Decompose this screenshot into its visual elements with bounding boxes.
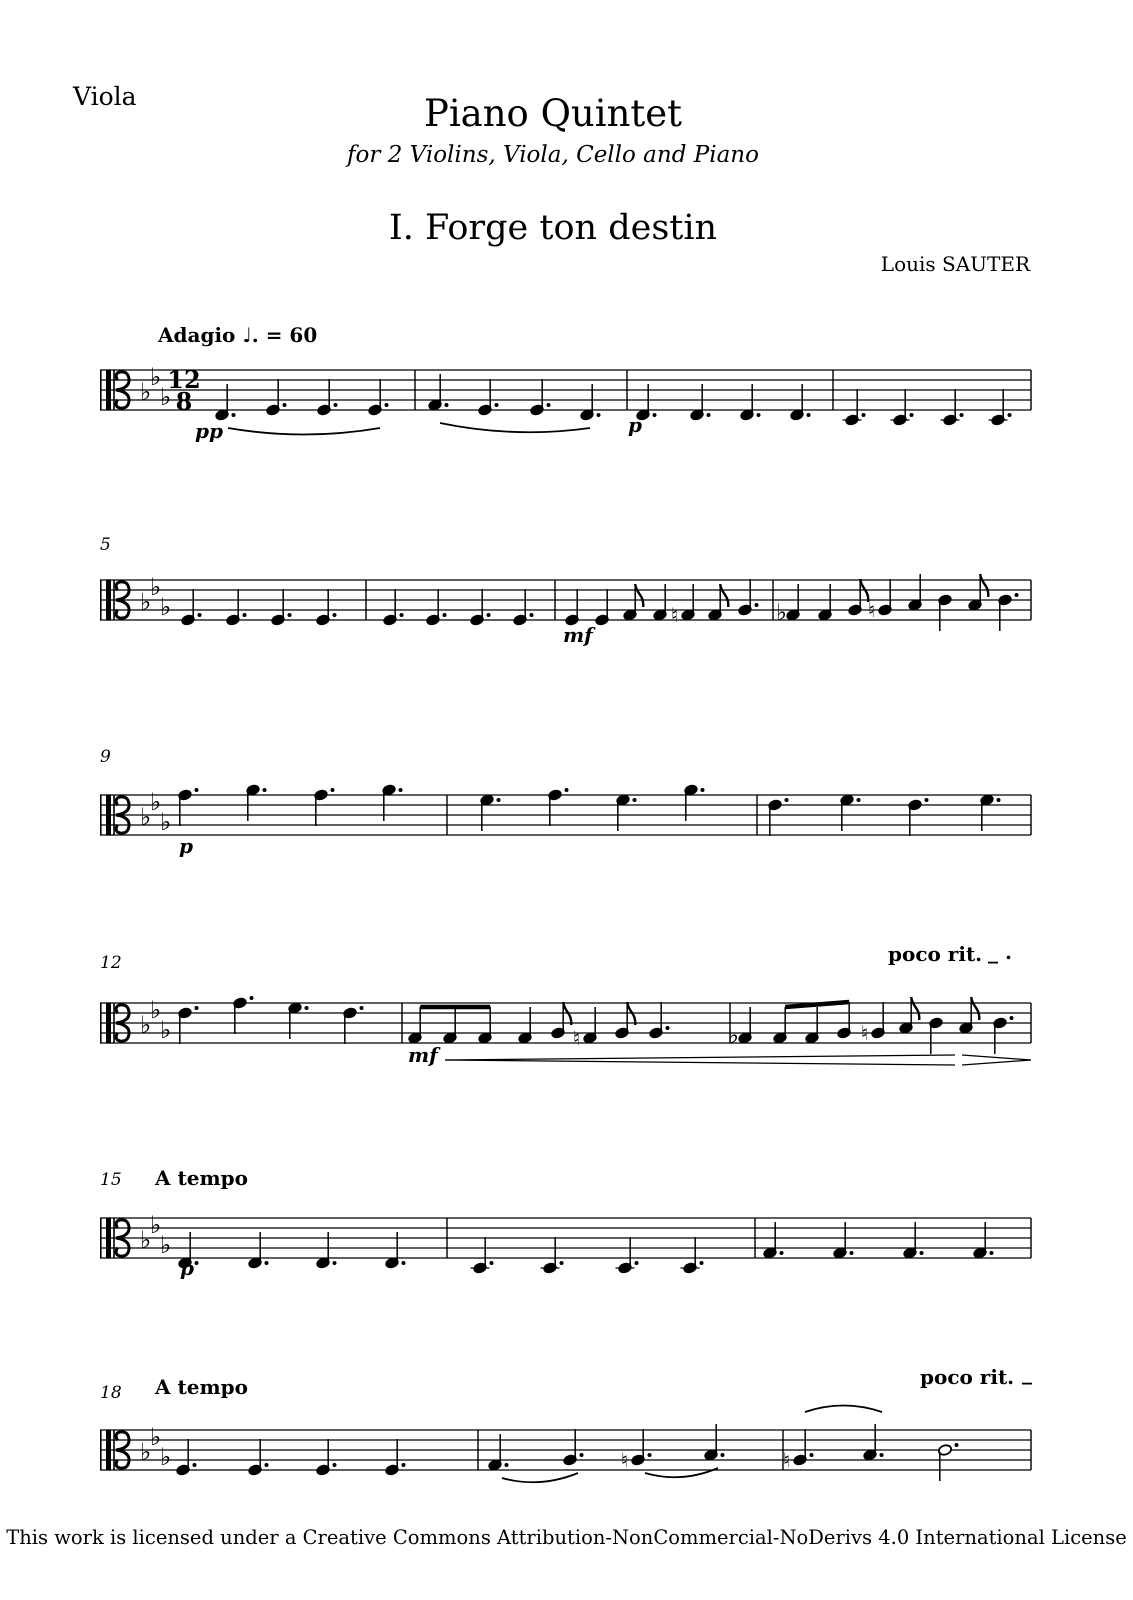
measure-number: 5 <box>100 535 111 555</box>
tempo-marking: poco rit. <box>888 942 983 966</box>
svg-text:♭: ♭ <box>160 593 172 621</box>
composer-name: Louis SAUTER <box>880 252 1030 276</box>
svg-text:♭: ♭ <box>140 1226 152 1254</box>
dynamic-marking: p <box>179 834 193 858</box>
svg-text:12: 12 <box>167 365 201 394</box>
tempo-marking: _ <box>1022 1361 1032 1385</box>
svg-text:♮: ♮ <box>783 1448 791 1472</box>
svg-text:♭: ♭ <box>776 600 787 626</box>
measure-number: 12 <box>100 953 122 973</box>
tempo-marking: _ . <box>988 940 1012 964</box>
svg-text:♮: ♮ <box>861 1021 869 1045</box>
svg-text:♮: ♮ <box>868 598 876 622</box>
svg-text:♭: ♭ <box>140 803 152 831</box>
svg-text:8: 8 <box>175 387 193 416</box>
staff-system-4 <box>100 933 1051 1103</box>
svg-text:♭: ♭ <box>140 588 152 616</box>
piece-title: Piano Quintet <box>423 92 683 135</box>
svg-text:♭: ♭ <box>150 363 162 391</box>
dynamic-marking: p <box>628 413 642 437</box>
dynamic-marking: mf <box>563 623 593 647</box>
svg-text:♮: ♮ <box>671 603 679 627</box>
staff-system-3 <box>100 725 1051 895</box>
svg-text:♭: ♭ <box>150 1211 162 1239</box>
license-text: This work is licensed under a Creative Commons Attribution-NonCommercial-NoDerivs 4.0 International License <box>6 1526 1127 1549</box>
tempo-marking: A tempo <box>155 1375 248 1399</box>
svg-text:♭: ♭ <box>140 378 152 406</box>
svg-text:♭: ♭ <box>160 808 172 836</box>
staff-system-1 <box>100 300 1051 470</box>
svg-text:♭: ♭ <box>150 996 162 1024</box>
dynamic-marking: mf <box>408 1043 438 1067</box>
svg-text:♭: ♭ <box>150 788 162 816</box>
dynamic-marking: pp <box>195 419 223 443</box>
svg-text:♭: ♭ <box>140 1438 152 1466</box>
measure-number: 15 <box>100 1170 122 1190</box>
measure-number: 18 <box>100 1383 122 1403</box>
svg-text:♭: ♭ <box>728 1023 739 1049</box>
movement-title: I. Forge ton destin <box>388 208 718 248</box>
svg-text:♭: ♭ <box>140 1011 152 1039</box>
svg-text:♭: ♭ <box>150 573 162 601</box>
svg-text:♭: ♭ <box>160 1231 172 1259</box>
svg-text:♭: ♭ <box>160 383 172 411</box>
tempo-marking: Adagio ♩. = 60 <box>158 323 318 347</box>
part-name: Viola <box>73 82 137 111</box>
dynamic-marking: p <box>180 1256 194 1280</box>
staff-system-5 <box>100 1148 1051 1318</box>
svg-text:♭: ♭ <box>150 1423 162 1451</box>
svg-text:♭: ♭ <box>160 1443 172 1471</box>
svg-text:♭: ♭ <box>160 1016 172 1044</box>
svg-text:♮: ♮ <box>621 1448 629 1472</box>
staff-system-6 <box>100 1360 1051 1530</box>
tempo-marking: poco rit. <box>920 1365 1015 1389</box>
tempo-marking: A tempo <box>155 1166 248 1190</box>
svg-text:♮: ♮ <box>573 1026 581 1050</box>
piece-subtitle: for 2 Violins, Viola, Cello and Piano <box>347 142 759 168</box>
measure-number: 9 <box>100 747 111 767</box>
staff-system-2 <box>100 510 1051 680</box>
